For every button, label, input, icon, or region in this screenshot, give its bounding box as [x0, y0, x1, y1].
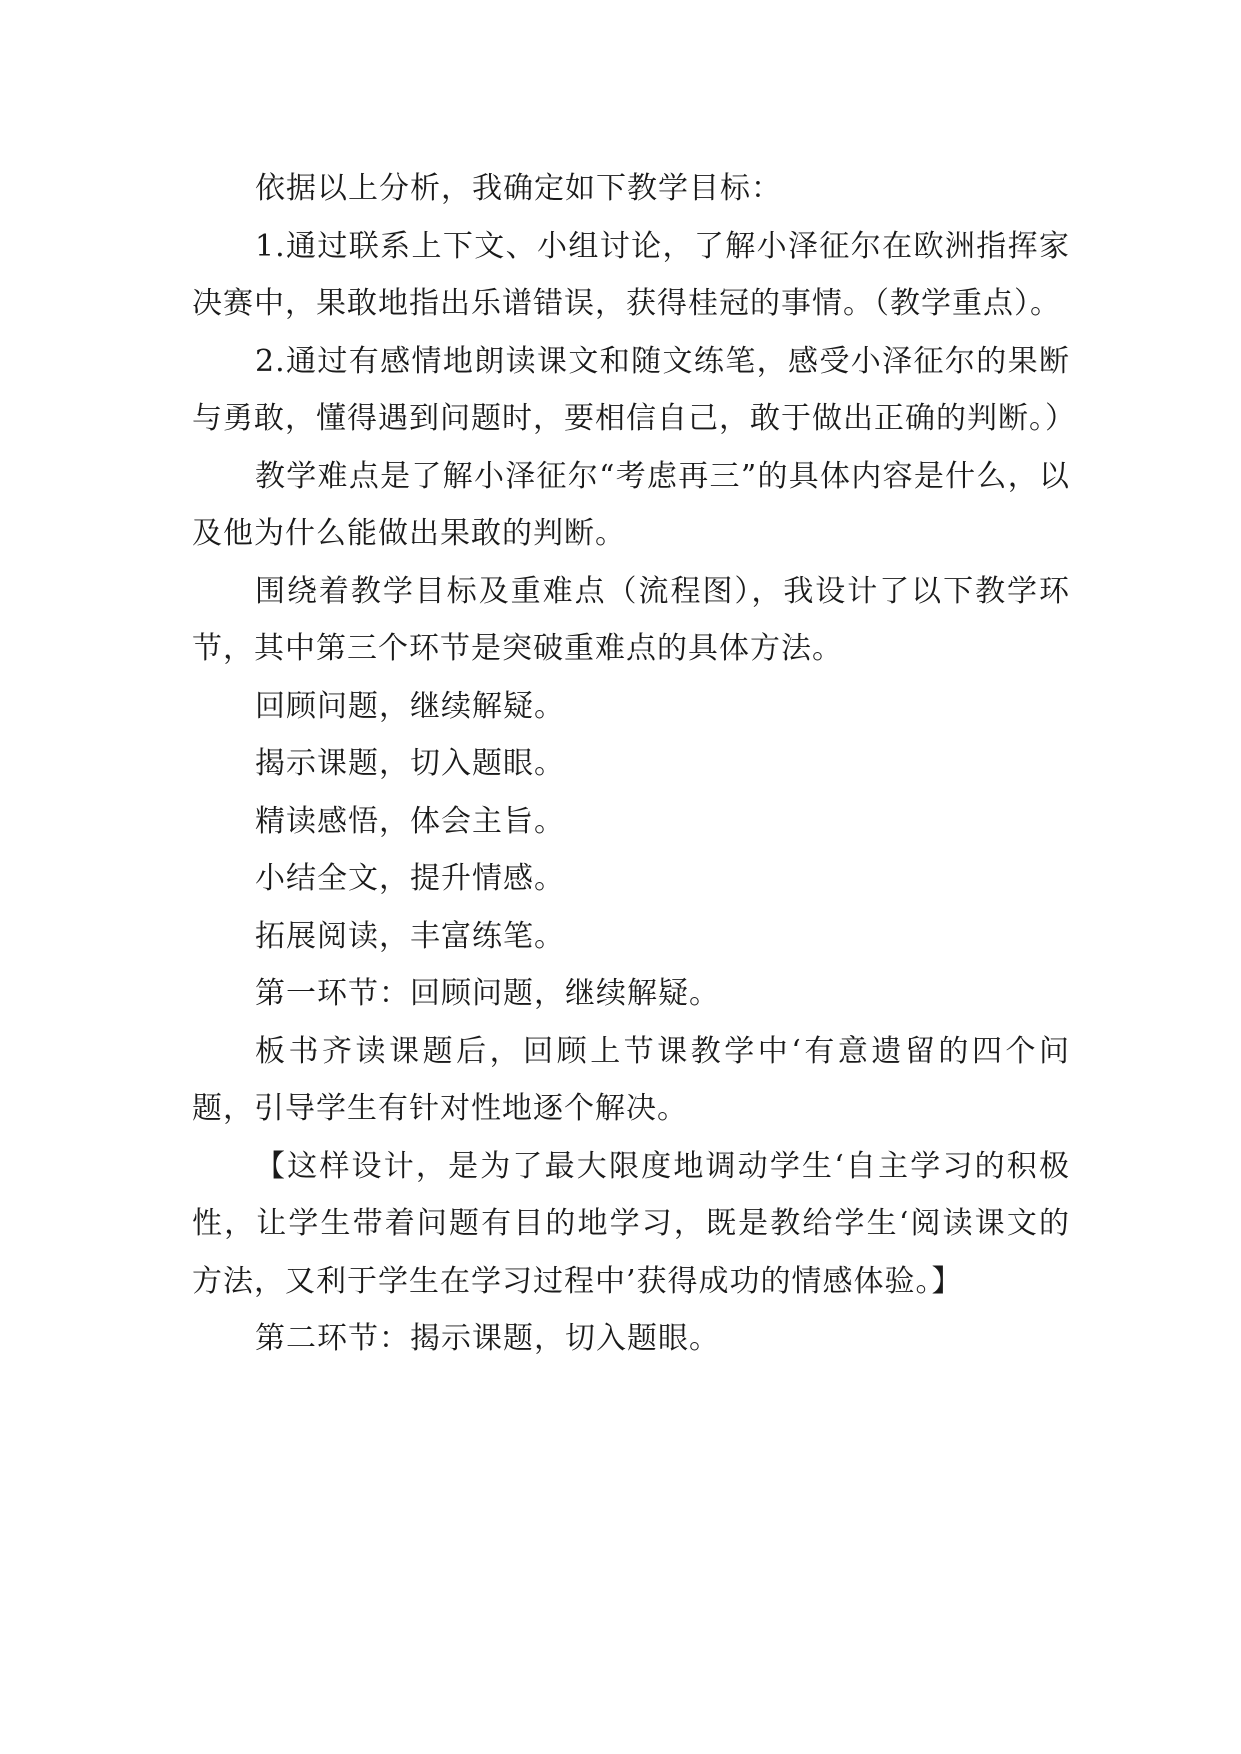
paragraph-intro: 依据以上分析，我确定如下教学目标：	[255, 171, 782, 206]
list-item-step-5: 拓展阅读，丰富练笔。	[255, 918, 565, 954]
list-item-step-2: 揭示课题，切入题眼。	[255, 746, 565, 781]
paragraph-difficulty: 教学难点是了解小泽征尔“考虑再三”的具体内容是什么，以及他为什么能做出果敢的判断。	[192, 458, 1070, 551]
list-item-step-4: 小结全文，提升情感。	[255, 861, 565, 896]
list-item-step-3: 精读感悟，体会主旨。	[255, 803, 565, 839]
paragraph-design: 围绕着教学目标及重难点（流程图），我设计了以下教学环节，其中第三个环节是突破重难点的具体方法。	[192, 573, 1070, 666]
section-heading-step-1: 第一环节：回顾问题，继续解疑。	[255, 976, 720, 1011]
document-body	[192, 160, 1076, 1368]
paragraph-step-1-rationale: 【这样设计，是为了最大限度地调动学生‘自主学习的积极性，让学生带着问题有目的地学习，既是教给学生‘阅读课文的方法，又利于学生在学习过程中’获得成功的情感体验。】	[192, 1148, 1070, 1299]
section-heading-step-2: 第二环节：揭示课题，切入题眼。	[255, 1321, 720, 1356]
paragraph-step-1-body: 板书齐读课题后，回顾上节课教学中‘有意遗留的四个问题，引导学生有针对性地逐个解决。	[192, 1033, 1070, 1126]
paragraph-objective-2: 2.通过有感情地朗读课文和随文练笔，感受小泽征尔的果断与勇敢，懂得遇到问题时，要相信自己，敢于做出正确的判断。）	[192, 343, 1076, 436]
paragraph-objective-1: 1.通过联系上下文、小组讨论，了解小泽征尔在欧洲指挥家决赛中，果敢地指出乐谱错误，获得桂冠的事情。（教学重点）。	[192, 228, 1070, 321]
list-item-step-1: 回顾问题，继续解疑。	[255, 688, 565, 724]
